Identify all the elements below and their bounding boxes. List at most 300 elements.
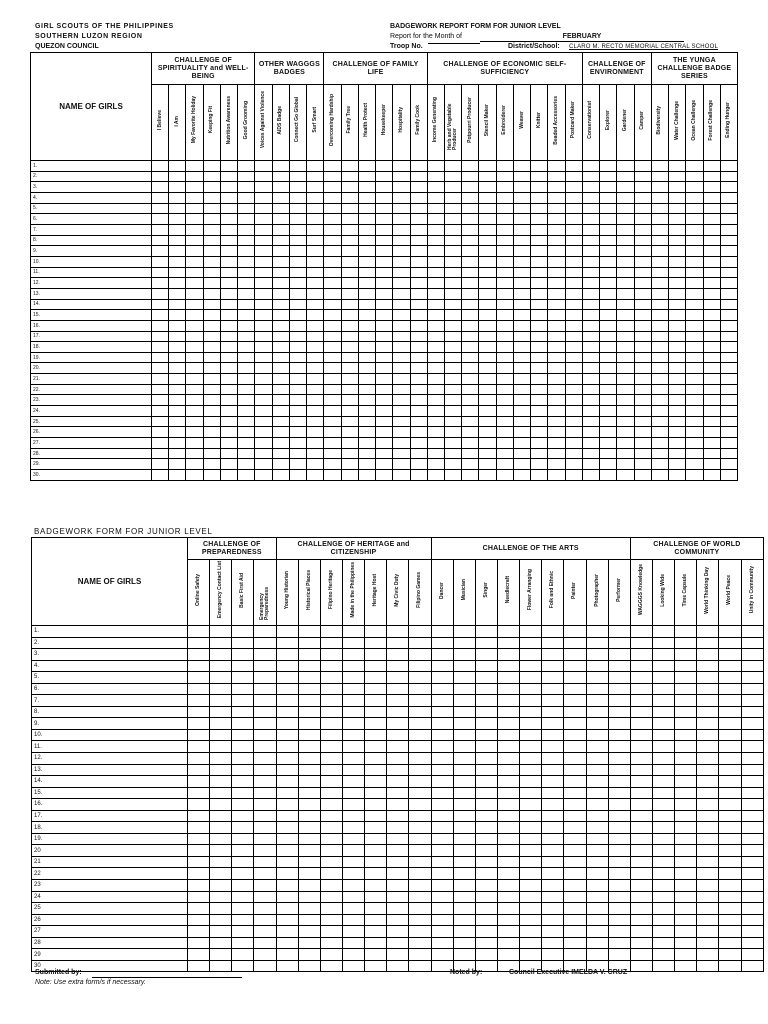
badge-cell[interactable]: [617, 278, 634, 289]
badge-cell[interactable]: [320, 683, 342, 695]
badge-cell[interactable]: [565, 161, 582, 172]
badge-cell[interactable]: [741, 764, 763, 776]
badge-cell[interactable]: [720, 224, 737, 235]
badge-cell[interactable]: [720, 235, 737, 246]
badge-cell[interactable]: [186, 278, 203, 289]
badge-cell[interactable]: [254, 926, 276, 938]
badge-cell[interactable]: [358, 470, 375, 481]
badge-cell[interactable]: [238, 256, 255, 267]
girl-name-cell[interactable]: 15.: [32, 787, 188, 799]
badge-cell[interactable]: [497, 649, 519, 661]
badge-cell[interactable]: [427, 384, 444, 395]
badge-cell[interactable]: [531, 246, 548, 257]
badge-cell[interactable]: [479, 427, 496, 438]
badge-cell[interactable]: [675, 764, 697, 776]
badge-cell[interactable]: [289, 310, 306, 321]
badge-cell[interactable]: [298, 776, 320, 788]
badge-cell[interactable]: [169, 171, 186, 182]
badge-cell[interactable]: [393, 363, 410, 374]
badge-cell[interactable]: [358, 448, 375, 459]
badge-cell[interactable]: [203, 320, 220, 331]
badge-cell[interactable]: [564, 718, 586, 730]
badge-cell[interactable]: [358, 374, 375, 385]
badge-cell[interactable]: [697, 949, 719, 961]
badge-cell[interactable]: [444, 470, 461, 481]
badge-cell[interactable]: [513, 224, 530, 235]
badge-cell[interactable]: [565, 171, 582, 182]
badge-cell[interactable]: [582, 384, 599, 395]
badge-cell[interactable]: [513, 246, 530, 257]
badge-cell[interactable]: [617, 395, 634, 406]
badge-cell[interactable]: [210, 903, 232, 915]
badge-cell[interactable]: [542, 810, 564, 822]
badge-cell[interactable]: [586, 799, 608, 811]
badge-cell[interactable]: [703, 246, 720, 257]
badge-cell[interactable]: [431, 776, 453, 788]
badge-cell[interactable]: [376, 235, 393, 246]
badge-cell[interactable]: [232, 937, 254, 949]
badge-cell[interactable]: [169, 384, 186, 395]
badge-cell[interactable]: [703, 171, 720, 182]
badge-cell[interactable]: [548, 427, 565, 438]
badge-cell[interactable]: [703, 235, 720, 246]
badge-cell[interactable]: [651, 310, 668, 321]
badge-cell[interactable]: [462, 299, 479, 310]
badge-cell[interactable]: [453, 683, 475, 695]
badge-cell[interactable]: [152, 161, 169, 172]
badge-cell[interactable]: [630, 799, 652, 811]
badge-cell[interactable]: [210, 776, 232, 788]
badge-cell[interactable]: [232, 776, 254, 788]
badge-cell[interactable]: [634, 214, 651, 225]
badge-cell[interactable]: [479, 416, 496, 427]
badge-cell[interactable]: [298, 903, 320, 915]
badge-cell[interactable]: [169, 470, 186, 481]
badge-cell[interactable]: [324, 161, 341, 172]
badge-cell[interactable]: [276, 926, 298, 938]
girl-name-cell[interactable]: 28.: [31, 448, 152, 459]
badge-cell[interactable]: [497, 914, 519, 926]
badge-cell[interactable]: [276, 660, 298, 672]
badge-cell[interactable]: [186, 171, 203, 182]
badge-cell[interactable]: [462, 192, 479, 203]
badge-cell[interactable]: [387, 868, 409, 880]
badge-cell[interactable]: [719, 914, 741, 926]
badge-cell[interactable]: [444, 363, 461, 374]
badge-cell[interactable]: [548, 395, 565, 406]
girl-name-cell[interactable]: 29.: [31, 459, 152, 470]
badge-cell[interactable]: [600, 182, 617, 193]
badge-cell[interactable]: [582, 416, 599, 427]
badge-cell[interactable]: [341, 288, 358, 299]
badge-cell[interactable]: [232, 845, 254, 857]
badge-cell[interactable]: [565, 235, 582, 246]
badge-cell[interactable]: [651, 299, 668, 310]
badge-cell[interactable]: [188, 787, 210, 799]
badge-cell[interactable]: [220, 320, 237, 331]
badge-cell[interactable]: [475, 868, 497, 880]
badge-cell[interactable]: [272, 363, 289, 374]
badge-cell[interactable]: [630, 914, 652, 926]
badge-cell[interactable]: [272, 459, 289, 470]
badge-cell[interactable]: [720, 171, 737, 182]
badge-cell[interactable]: [272, 320, 289, 331]
badge-cell[interactable]: [548, 438, 565, 449]
badge-cell[interactable]: [358, 438, 375, 449]
badge-cell[interactable]: [255, 406, 272, 417]
badge-cell[interactable]: [255, 278, 272, 289]
badge-cell[interactable]: [608, 741, 630, 753]
badge-cell[interactable]: [565, 320, 582, 331]
badge-cell[interactable]: [255, 363, 272, 374]
badge-cell[interactable]: [630, 845, 652, 857]
badge-cell[interactable]: [531, 214, 548, 225]
badge-cell[interactable]: [376, 406, 393, 417]
badge-cell[interactable]: [608, 718, 630, 730]
girl-name-cell[interactable]: 25: [32, 903, 188, 915]
badge-cell[interactable]: [341, 310, 358, 321]
badge-cell[interactable]: [210, 660, 232, 672]
badge-cell[interactable]: [686, 438, 703, 449]
girl-name-cell[interactable]: 11.: [31, 267, 152, 278]
badge-cell[interactable]: [276, 718, 298, 730]
badge-cell[interactable]: [254, 856, 276, 868]
girl-name-cell[interactable]: 21.: [31, 374, 152, 385]
badge-cell[interactable]: [697, 833, 719, 845]
badge-cell[interactable]: [232, 822, 254, 834]
badge-cell[interactable]: [298, 729, 320, 741]
badge-cell[interactable]: [324, 395, 341, 406]
badge-cell[interactable]: [600, 352, 617, 363]
badge-cell[interactable]: [531, 363, 548, 374]
badge-cell[interactable]: [520, 799, 542, 811]
badge-cell[interactable]: [582, 246, 599, 257]
badge-cell[interactable]: [652, 660, 674, 672]
badge-cell[interactable]: [342, 729, 364, 741]
badge-cell[interactable]: [651, 214, 668, 225]
badge-cell[interactable]: [387, 949, 409, 961]
badge-cell[interactable]: [152, 310, 169, 321]
badge-cell[interactable]: [272, 224, 289, 235]
badge-cell[interactable]: [617, 384, 634, 395]
badge-cell[interactable]: [376, 427, 393, 438]
badge-cell[interactable]: [565, 288, 582, 299]
badge-cell[interactable]: [520, 741, 542, 753]
badge-cell[interactable]: [617, 448, 634, 459]
badge-cell[interactable]: [376, 363, 393, 374]
badge-cell[interactable]: [586, 891, 608, 903]
badge-cell[interactable]: [686, 331, 703, 342]
badge-cell[interactable]: [272, 246, 289, 257]
badge-cell[interactable]: [703, 416, 720, 427]
badge-cell[interactable]: [600, 320, 617, 331]
badge-cell[interactable]: [564, 937, 586, 949]
badge-cell[interactable]: [431, 787, 453, 799]
badge-cell[interactable]: [289, 352, 306, 363]
badge-cell[interactable]: [531, 470, 548, 481]
badge-cell[interactable]: [393, 224, 410, 235]
badge-cell[interactable]: [675, 960, 697, 972]
badge-cell[interactable]: [720, 203, 737, 214]
badge-cell[interactable]: [320, 753, 342, 765]
badge-cell[interactable]: [307, 342, 324, 353]
badge-cell[interactable]: [152, 395, 169, 406]
badge-cell[interactable]: [203, 171, 220, 182]
badge-cell[interactable]: [272, 288, 289, 299]
badge-cell[interactable]: [586, 695, 608, 707]
badge-cell[interactable]: [719, 649, 741, 661]
badge-cell[interactable]: [462, 256, 479, 267]
badge-cell[interactable]: [548, 331, 565, 342]
badge-cell[interactable]: [376, 310, 393, 321]
badge-cell[interactable]: [496, 427, 513, 438]
badge-cell[interactable]: [582, 214, 599, 225]
badge-cell[interactable]: [565, 384, 582, 395]
badge-cell[interactable]: [586, 741, 608, 753]
badge-cell[interactable]: [617, 299, 634, 310]
badge-cell[interactable]: [254, 649, 276, 661]
badge-cell[interactable]: [289, 331, 306, 342]
badge-cell[interactable]: [719, 799, 741, 811]
badge-cell[interactable]: [741, 637, 763, 649]
badge-cell[interactable]: [342, 741, 364, 753]
badge-cell[interactable]: [582, 192, 599, 203]
badge-cell[interactable]: [289, 363, 306, 374]
badge-cell[interactable]: [444, 406, 461, 417]
badge-cell[interactable]: [220, 416, 237, 427]
badge-cell[interactable]: [152, 342, 169, 353]
badge-cell[interactable]: [608, 672, 630, 684]
badge-cell[interactable]: [272, 310, 289, 321]
badge-cell[interactable]: [542, 937, 564, 949]
badge-cell[interactable]: [496, 331, 513, 342]
badge-cell[interactable]: [669, 288, 686, 299]
badge-cell[interactable]: [513, 235, 530, 246]
badge-cell[interactable]: [409, 729, 431, 741]
badge-cell[interactable]: [444, 182, 461, 193]
badge-cell[interactable]: [203, 331, 220, 342]
badge-cell[interactable]: [393, 171, 410, 182]
badge-cell[interactable]: [513, 438, 530, 449]
badge-cell[interactable]: [169, 267, 186, 278]
badge-cell[interactable]: [365, 880, 387, 892]
badge-cell[interactable]: [617, 224, 634, 235]
badge-cell[interactable]: [608, 776, 630, 788]
badge-cell[interactable]: [652, 672, 674, 684]
badge-cell[interactable]: [341, 278, 358, 289]
badge-cell[interactable]: [431, 891, 453, 903]
badge-cell[interactable]: [669, 406, 686, 417]
badge-cell[interactable]: [220, 203, 237, 214]
girl-name-cell[interactable]: 27.: [31, 438, 152, 449]
badge-cell[interactable]: [188, 937, 210, 949]
girl-name-cell[interactable]: 22: [32, 868, 188, 880]
badge-cell[interactable]: [289, 299, 306, 310]
badge-cell[interactable]: [276, 753, 298, 765]
badge-cell[interactable]: [276, 637, 298, 649]
badge-cell[interactable]: [630, 729, 652, 741]
badge-cell[interactable]: [531, 342, 548, 353]
badge-cell[interactable]: [276, 822, 298, 834]
girl-name-cell[interactable]: 8.: [32, 706, 188, 718]
badge-cell[interactable]: [342, 914, 364, 926]
badge-cell[interactable]: [475, 787, 497, 799]
badge-cell[interactable]: [358, 203, 375, 214]
badge-cell[interactable]: [203, 363, 220, 374]
badge-cell[interactable]: [634, 374, 651, 385]
badge-cell[interactable]: [479, 448, 496, 459]
badge-cell[interactable]: [720, 182, 737, 193]
badge-cell[interactable]: [453, 637, 475, 649]
badge-cell[interactable]: [376, 320, 393, 331]
badge-cell[interactable]: [720, 342, 737, 353]
badge-cell[interactable]: [586, 845, 608, 857]
badge-cell[interactable]: [152, 320, 169, 331]
badge-cell[interactable]: [186, 416, 203, 427]
badge-cell[interactable]: [431, 729, 453, 741]
badge-cell[interactable]: [720, 310, 737, 321]
badge-cell[interactable]: [462, 267, 479, 278]
badge-cell[interactable]: [365, 914, 387, 926]
badge-cell[interactable]: [564, 856, 586, 868]
badge-cell[interactable]: [617, 459, 634, 470]
badge-cell[interactable]: [531, 267, 548, 278]
badge-cell[interactable]: [513, 374, 530, 385]
badge-cell[interactable]: [630, 880, 652, 892]
badge-cell[interactable]: [324, 352, 341, 363]
badge-cell[interactable]: [462, 427, 479, 438]
badge-cell[interactable]: [634, 406, 651, 417]
badge-cell[interactable]: [479, 203, 496, 214]
badge-cell[interactable]: [393, 182, 410, 193]
badge-cell[interactable]: [720, 416, 737, 427]
badge-cell[interactable]: [608, 833, 630, 845]
girl-name-cell[interactable]: 22.: [31, 384, 152, 395]
girl-name-cell[interactable]: 17.: [31, 331, 152, 342]
badge-cell[interactable]: [431, 706, 453, 718]
badge-cell[interactable]: [453, 672, 475, 684]
badge-cell[interactable]: [513, 406, 530, 417]
badge-cell[interactable]: [542, 683, 564, 695]
badge-cell[interactable]: [586, 903, 608, 915]
badge-cell[interactable]: [324, 246, 341, 257]
badge-cell[interactable]: [496, 352, 513, 363]
badge-cell[interactable]: [497, 903, 519, 915]
badge-cell[interactable]: [210, 845, 232, 857]
badge-cell[interactable]: [697, 764, 719, 776]
badge-cell[interactable]: [387, 764, 409, 776]
badge-cell[interactable]: [651, 192, 668, 203]
badge-cell[interactable]: [531, 438, 548, 449]
badge-cell[interactable]: [608, 856, 630, 868]
badge-cell[interactable]: [444, 448, 461, 459]
badge-cell[interactable]: [210, 856, 232, 868]
badge-cell[interactable]: [431, 833, 453, 845]
badge-cell[interactable]: [188, 764, 210, 776]
badge-cell[interactable]: [393, 246, 410, 257]
badge-cell[interactable]: [600, 299, 617, 310]
badge-cell[interactable]: [431, 753, 453, 765]
badge-cell[interactable]: [564, 649, 586, 661]
badge-cell[interactable]: [542, 914, 564, 926]
badge-cell[interactable]: [565, 352, 582, 363]
badge-cell[interactable]: [289, 171, 306, 182]
badge-cell[interactable]: [238, 310, 255, 321]
badge-cell[interactable]: [703, 438, 720, 449]
badge-cell[interactable]: [475, 937, 497, 949]
badge-cell[interactable]: [675, 880, 697, 892]
badge-cell[interactable]: [630, 949, 652, 961]
badge-cell[interactable]: [634, 161, 651, 172]
badge-cell[interactable]: [719, 741, 741, 753]
badge-cell[interactable]: [479, 470, 496, 481]
badge-cell[interactable]: [203, 299, 220, 310]
badge-cell[interactable]: [320, 695, 342, 707]
badge-cell[interactable]: [582, 395, 599, 406]
badge-cell[interactable]: [254, 787, 276, 799]
badge-cell[interactable]: [600, 406, 617, 417]
badge-cell[interactable]: [475, 660, 497, 672]
badge-cell[interactable]: [427, 267, 444, 278]
badge-cell[interactable]: [409, 810, 431, 822]
badge-cell[interactable]: [634, 267, 651, 278]
girl-name-cell[interactable]: 15.: [31, 310, 152, 321]
badge-cell[interactable]: [341, 395, 358, 406]
badge-cell[interactable]: [582, 267, 599, 278]
badge-cell[interactable]: [298, 753, 320, 765]
badge-cell[interactable]: [169, 288, 186, 299]
badge-cell[interactable]: [479, 363, 496, 374]
badge-cell[interactable]: [210, 891, 232, 903]
badge-cell[interactable]: [324, 235, 341, 246]
badge-cell[interactable]: [617, 374, 634, 385]
badge-cell[interactable]: [376, 331, 393, 342]
badge-cell[interactable]: [220, 214, 237, 225]
badge-cell[interactable]: [697, 868, 719, 880]
badge-cell[interactable]: [203, 416, 220, 427]
badge-cell[interactable]: [254, 845, 276, 857]
badge-cell[interactable]: [548, 203, 565, 214]
girl-name-cell[interactable]: 12.: [31, 278, 152, 289]
badge-cell[interactable]: [565, 278, 582, 289]
girl-name-cell[interactable]: 29: [32, 949, 188, 961]
badge-cell[interactable]: [320, 626, 342, 638]
badge-cell[interactable]: [652, 637, 674, 649]
badge-cell[interactable]: [630, 960, 652, 972]
badge-cell[interactable]: [410, 214, 427, 225]
badge-cell[interactable]: [324, 448, 341, 459]
badge-cell[interactable]: [697, 799, 719, 811]
girl-name-cell[interactable]: 10.: [32, 729, 188, 741]
badge-cell[interactable]: [342, 637, 364, 649]
badge-cell[interactable]: [320, 729, 342, 741]
badge-cell[interactable]: [341, 256, 358, 267]
badge-cell[interactable]: [719, 695, 741, 707]
badge-cell[interactable]: [531, 406, 548, 417]
badge-cell[interactable]: [255, 416, 272, 427]
badge-cell[interactable]: [203, 214, 220, 225]
badge-cell[interactable]: [444, 342, 461, 353]
badge-cell[interactable]: [324, 214, 341, 225]
badge-cell[interactable]: [410, 224, 427, 235]
badge-cell[interactable]: [358, 235, 375, 246]
badge-cell[interactable]: [387, 695, 409, 707]
badge-cell[interactable]: [188, 856, 210, 868]
badge-cell[interactable]: [600, 427, 617, 438]
badge-cell[interactable]: [220, 310, 237, 321]
badge-cell[interactable]: [531, 320, 548, 331]
badge-cell[interactable]: [272, 374, 289, 385]
